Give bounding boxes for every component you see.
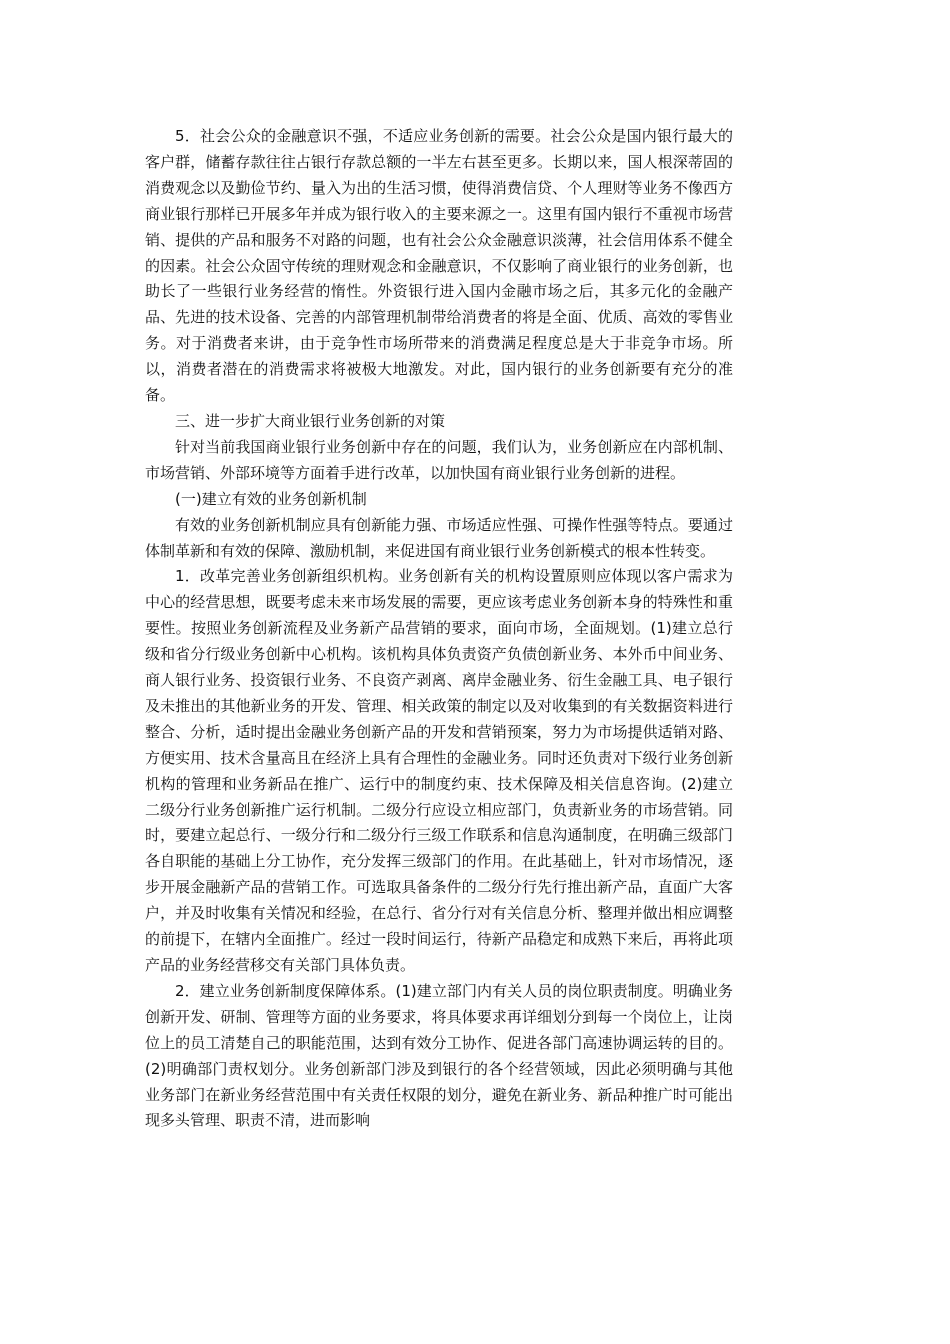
document-page (145, 124, 733, 1134)
paragraph-public-awareness: 5．社会公众的金融意识不强，不适应业务创新的需要。社会公众是国内银行最大的客户群，储蓄存款往往占银行存款总额的一半左右甚至更多。长期以来，国人根深蒂固的消费观念以及勤俭节约、量入为出的生活习惯，使得消费信贷、个人理财等业务不像西方商业银行那样已开展多年并成为银行收入的主要来源之一。这里有国内银行不重视市场营销、提供的产品和服务不对路的问题，也有社会公众金融意识淡薄，社会信用体系不健全的因素。社会公众固守传统的理财观念和金融意识，不仅影响了商业银行的业务创新，也助长了一些银行业务经营的惰性。外资银行进入国内金融市场之后，其多元化的金融产品、先进的技术设备、完善的内部管理机制带给消费者的将是全面、优质、高效的零售业务。对于消费者来讲，由于竞争性市场所带来的消费满足程度总是大于非竞争市场。所以，消费者潜在的消费需求将被极大地激发。对此，国内银行的业务创新要有充分的准备。 (145, 127, 733, 405)
paragraph-organization: 1．改革完善业务创新组织机构。业务创新有关的机构设置原则应体现以客户需求为中心的经营思想，既要考虑未来市场发展的需要，更应该考虑业务创新本身的特殊性和重要性。按照业务创新流程及业务新产品营销的要求，面向市场，全面规划。(1)建立总行级和省分行级业务创新中心机构。该机构具体负责资产负债创新业务、本外币中间业务、商人银行业务、投资银行业务、不良资产剥离、离岸金融业务、衍生金融工具、电子银行及未推出的其他新业务的开发、管理、相关政策的制定以及对收集到的有关数据资料进行整合、分析，适时提出金融业务创新产品的开发和营销预案，努力为市场提供适销对路、方便实用、技术含量高且在经济上具有合理性的金融业务。同时还负责对下级行业务创新机构的管理和业务新品在推广、运行中的制度约束、技术保障及相关信息咨询。(2)建立二级分行业务创新推广运行机制。二级分行应设立相应部门，负责新业务的市场营销。同时，要建立起总行、一级分行和二级分行三级工作联系和信息沟通制度，在明确三级部门各自职能的基础上分工协作，充分发挥三级部门的作用。在此基础上，针对市场情况，逐步开展金融新产品的营销工作。可选取具备条件的二级分行先行推出新产品，直面广大客户，并及时收集有关情况和经验，在总行、省分行对有关信息分析、整理并做出相应调整的前提下，在辖内全面推广。经过一段时间运行，待新产品稳定和成熟下来后，再将此项产品的业务经营移交有关部门具体负责。 (145, 567, 733, 974)
section-heading-countermeasures: 三、进一步扩大商业银行业务创新的对策 (175, 411, 446, 430)
paragraph-mechanism: 有效的业务创新机制应具有创新能力强、市场适应性强、可操作性强等特点。要通过体制革新和有效的保障、激励机制，来促进国有商业银行业务创新模式的根本性转变。 (145, 515, 733, 560)
paragraph-system-guarantee: 2．建立业务创新制度保障体系。(1)建立部门内有关人员的岗位职责制度。明确业务创新开发、研制、管理等方面的业务要求，将具体要求再详细划分到每一个岗位上，让岗位上的员工清楚自己的职能范围，达到有效分工协作、促进各部门高速协调运转的目的。(2)明确部门责权划分。业务创新部门涉及到银行的各个经营领域，因此必须明确与其他业务部门在新业务经营范围中有关责任权限的划分，避免在新业务、新品种推广时可能出现多头管理、职责不清，进而影响 (145, 981, 733, 1130)
paragraph-intro: 针对当前我国商业银行业务创新中存在的问题，我们认为，业务创新应在内部机制、市场营销、外部环境等方面着手进行改革，以加快国有商业银行业务创新的进程。 (145, 437, 733, 482)
subsection-heading-mechanism: (一)建立有效的业务创新机制 (175, 489, 367, 508)
